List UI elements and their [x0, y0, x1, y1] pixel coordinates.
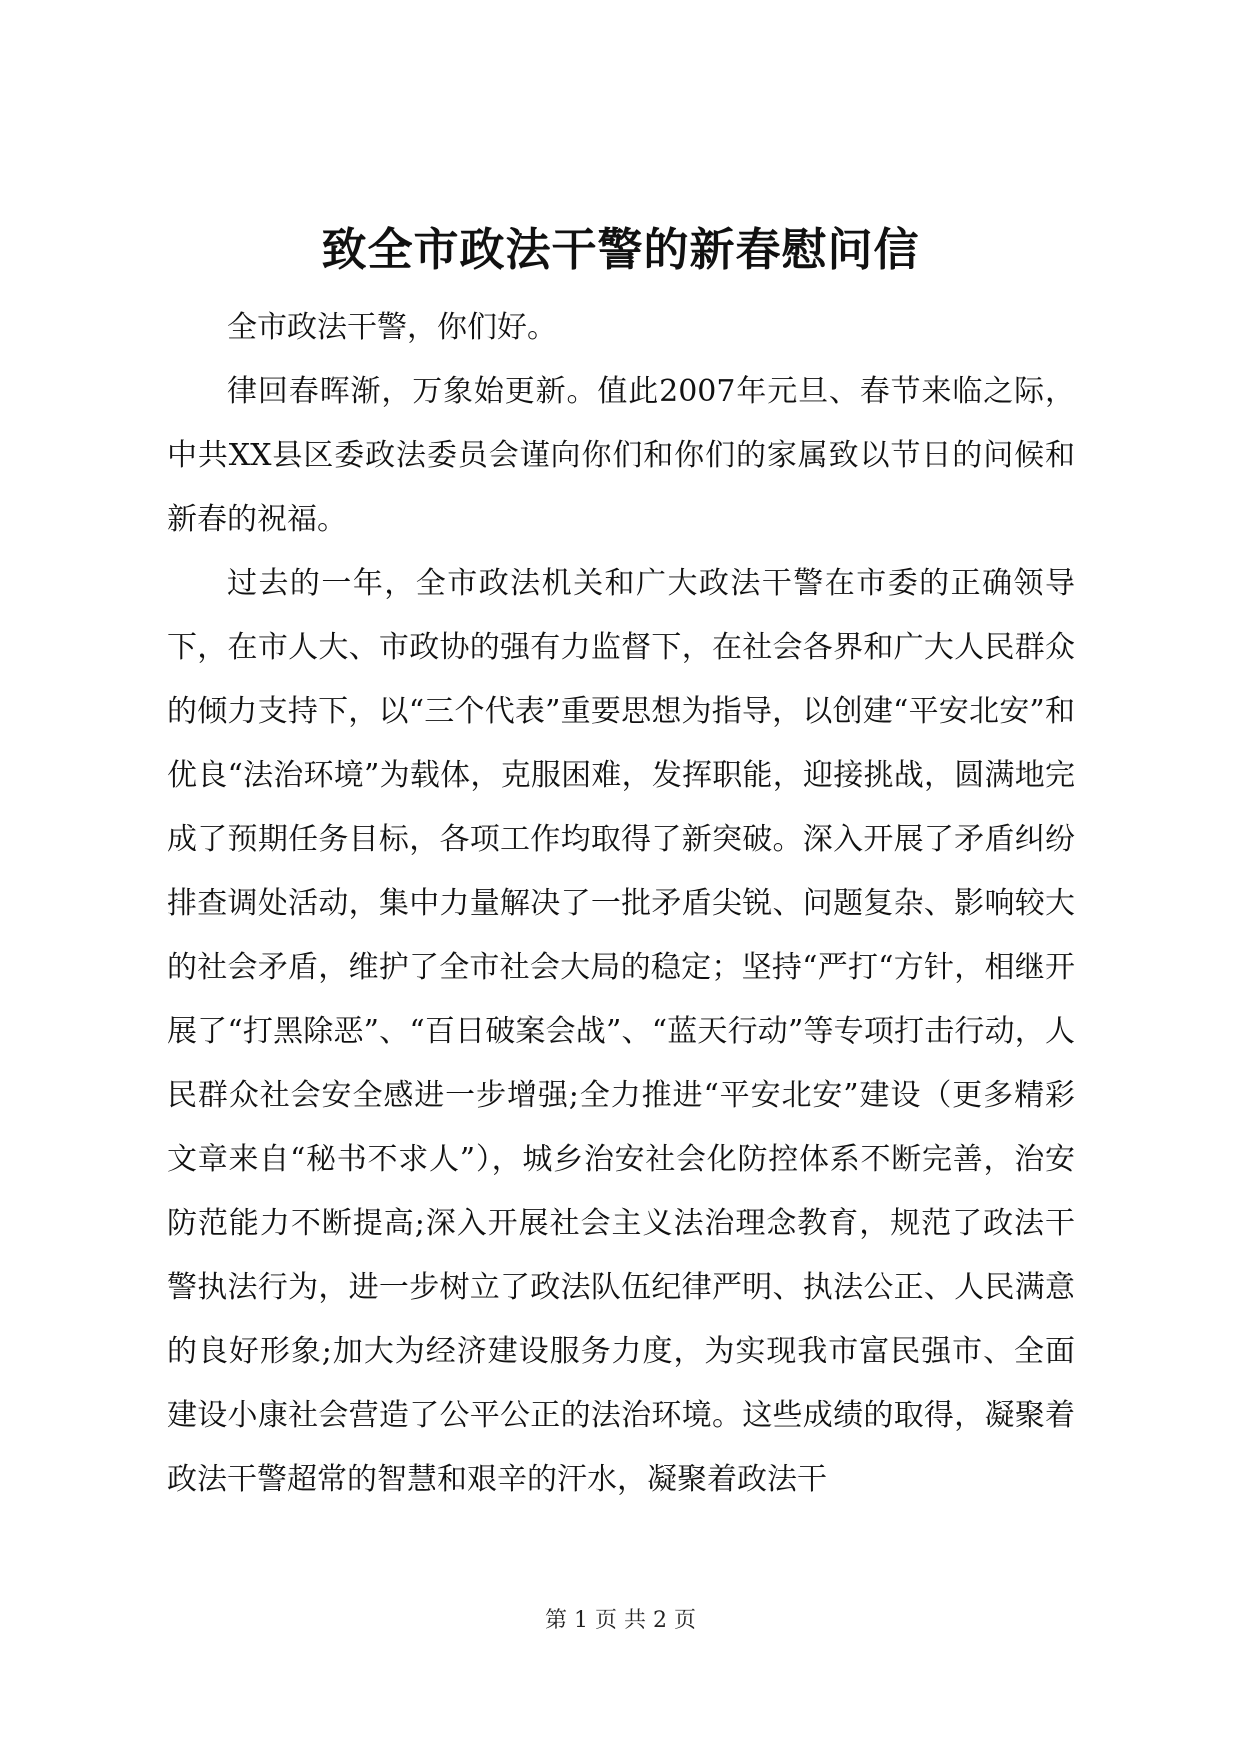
document-title: 致全市政法干警的新春慰问信	[321, 223, 920, 276]
document-body	[167, 296, 1075, 1512]
paragraph-2: 过去的一年，全市政法机关和广大政法干警在市委的正确领导下，在市人大、市政协的强有力监督下，在社会各界和广大人民群众的倾力支持下，以“三个代表”重要思想为指导，以创建“平安北安”和优良“法治环境”为载体，克服困难，发挥职能，迎接挑战，圆满地完成了预期任务目标，各项工作均取得了新突破。深入开展了矛盾纠纷排查调处活动，集中力量解决了一批矛盾尖锐、问题复杂、影响较大的社会矛盾，维护了全市社会大局的稳定；坚持“严打“方针，相继开展了“打黑除恶”、“百日破案会战”、“蓝天行动”等专项打击行动，人民群众社会安全感进一步增强;全力推进“平安北安”建设（更多精彩文章来自“秘书不求人”），城乡治安社会化防控体系不断完善，治安防范能力不断提高;深入开展社会主义法治理念教育，规范了政法干警执法行为，进一步树立了政法队伍纪律严明、执法公正、人民满意的良好形象;加大为经济建设服务力度，为实现我市富民强市、全面建设小康社会营造了公平公正的法治环境。这些成绩的取得，凝聚着政法干警超常的智慧和艰辛的汗水，凝聚着政法干	[167, 566, 1075, 1497]
page-number-footer: 第 1 页 共 2 页	[545, 1608, 696, 1633]
greeting-line: 全市政法干警，你们好。	[227, 310, 557, 345]
paragraph-1: 律回春晖渐，万象始更新。值此2007年元旦、春节来临之际，中共XX县区委政法委员会谨向你们和你们的家属致以节日的问候和新春的祝福。	[167, 374, 1075, 537]
